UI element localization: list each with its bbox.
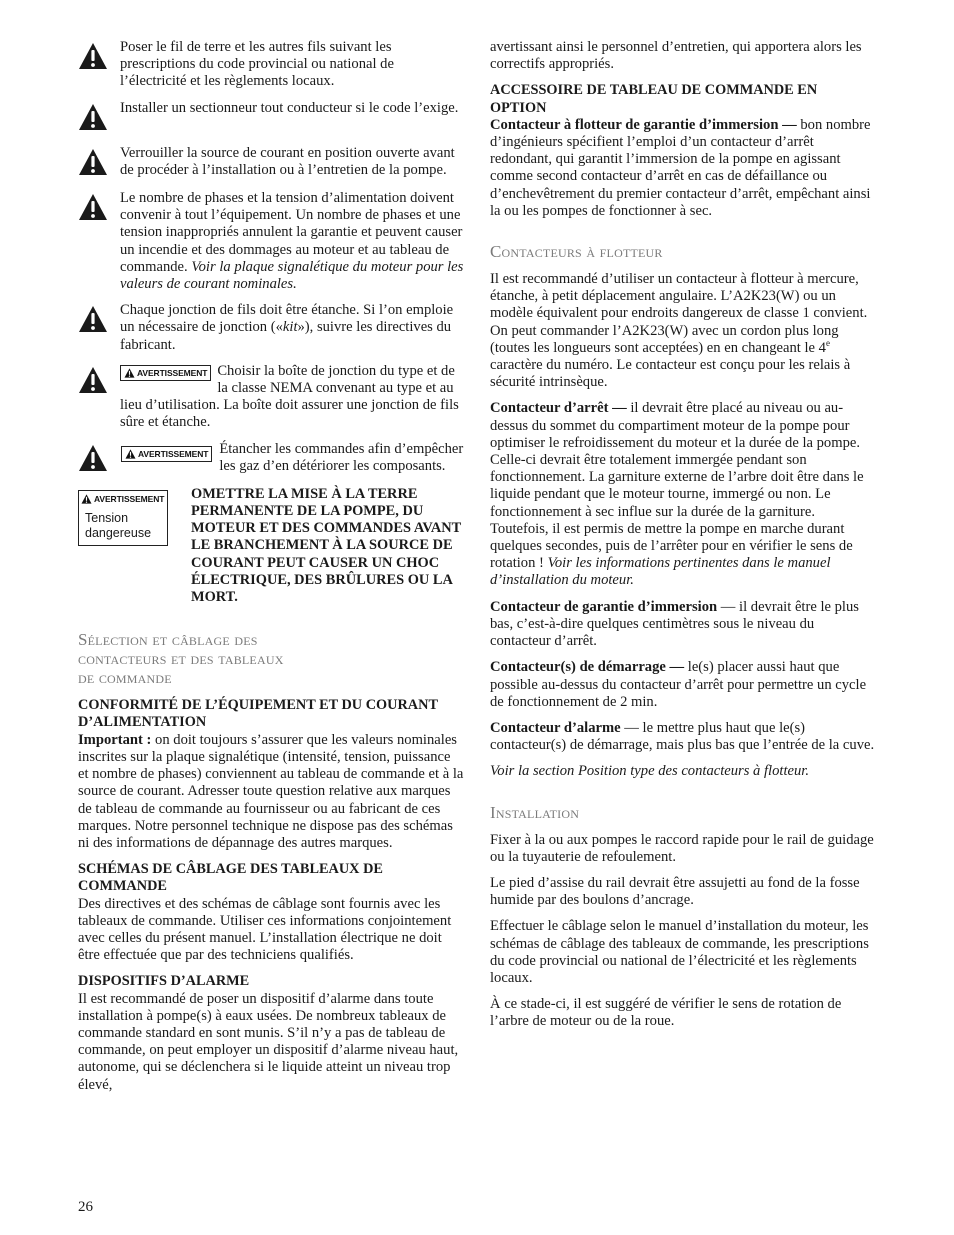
badge-label: AVERTISSEMENT	[138, 448, 209, 459]
paragraph: Contacteur à flotteur de garantie d’immersion — bon nombre d’ingénieurs spécifient l’emploi d’un contacteur d’arrêt redondant, qui garantit l’immersion de la pompe en agissant comme second contacteur d’arrêt en cas de défaillance ou d’enchevêtrement du premier contacteur d’arrêt, empêchant ainsi la ou les pompes de fonctionner à sec.	[490, 116, 871, 219]
warning-item	[78, 441, 464, 477]
paragraph: Effectuer le câblage selon le manuel d’installation du moteur, les schémas de câblage des tableaux de commande, les prescriptions du code provincial ou national de l’électricité et les règlements locaux.	[490, 918, 869, 986]
warning-text: Installer un sectionneur tout conducteur si le code l’exige.	[120, 99, 459, 116]
warning-item	[78, 190, 464, 293]
paragraph: Contacteur d’arrêt — il devrait être placé au niveau ou au-dessus du sommet du compartiment moteur de la pompe pour optimiser le refroidissement du moteur et la durée de la pompe. Celle-ci devrait être totalement immergée pendant son fonctionnement. La garniture externe de l’arbre doit être dans le liquide pendant que le moteur tourne, immergé ou non. Le fonctionnement à sec influe sur la durée de la garniture. Toutefois, il est permis de mettre la pompe en marche durant quelques secondes, puis de l’arrêter pour en vérifier le sens de rotation ! Voir les informations pertinentes dans le manuel d’installation du moteur.	[490, 400, 864, 589]
subheading: DISPOSITIFS D’ALARME	[78, 973, 250, 990]
danger-label-box	[78, 490, 168, 546]
lead-term: Important :	[78, 731, 152, 748]
subheading: ACCESSOIRE DE TABLEAU DE COMMANDE EN OPTION	[490, 82, 818, 116]
paragraph: Il est recommandé d’utiliser un contacteur à flotteur à mercure, étanche, à petit déplacement angulaire. L’A2K23(W) ou un modèle équivalent pour endroits dangereux de classe 1 convient. On peut commander l’A2K23(W) avec un cordon plus long (toutes les longueurs sont acceptées) en en changeant le 4e caractère du numéro. Le contacteur est conçu pour les relais à sécurité intrinsèque.	[490, 271, 868, 391]
warning-body: Chaque jonction de fils doit être étanche. Si l’on emploie un nécessaire de jonction («	[120, 302, 454, 336]
paragraph: Le pied d’assise du rail devrait être assujetti au fond de la fosse humide par des boulons d’ancrage.	[490, 874, 860, 909]
right-column	[490, 39, 876, 1040]
lead-term: Contacteur(s) de démarrage —	[490, 659, 685, 676]
warning-body: »), suivre les directives du fabricant.	[120, 319, 452, 353]
section-heading: Installation	[490, 802, 580, 822]
warning-text: Étancher les commandes afin d’empêcher les gaz d’en détériorer les composants.	[219, 440, 464, 474]
badge-label: AVERTISSEMENT	[137, 367, 208, 378]
warning-triangle-icon	[124, 368, 135, 378]
section-heading-line: contacteurs et des tableaux	[78, 649, 284, 669]
section-heading-line: de commande	[78, 668, 172, 688]
warning-triangle-icon	[125, 449, 136, 459]
warning-text: Choisir la boîte de jonction du type et de la classe NEMA convenant au type et au lieu d’utilisation. La boîte doit assurer une jonction de fils sûre et étanche.	[120, 362, 459, 431]
lead-term: Contacteur de garantie d’immersion	[490, 598, 718, 615]
warning-text	[120, 302, 464, 354]
paragraph: Contacteur(s) de démarrage — le(s) placer aussi haut que possible au-dessus du contacteur d’arrêt pour permettre un cycle de fonctionnement de 2 min.	[490, 659, 867, 710]
warning-item	[78, 100, 464, 136]
subheading: CONFORMITÉ DE L’ÉQUIPEMENT ET DU COURANT D’ALIMENTATION	[78, 697, 438, 731]
section-heading	[78, 630, 464, 687]
warning-triangle-icon	[78, 190, 120, 226]
section-heading-line: Sélection et câblage des	[78, 630, 258, 650]
paragraph: Contacteur d’alarme — le mettre plus haut que le(s) contacteur(s) de démarrage, mais plus bas que l’entrée de la cuve.	[490, 719, 875, 754]
warning-text: Verrouiller la source de courant en position ouverte avant de procéder à l’installation ou à l’entretien de la pompe.	[120, 144, 455, 179]
danger-warning	[78, 486, 464, 606]
warning-italic-note: Voir la plaque signalétique du moteur pour les valeurs de courant nominales.	[120, 258, 464, 293]
avertissement-badge	[81, 493, 164, 505]
subheading: SCHÉMAS DE CÂBLAGE DES TABLEAUX DE COMMANDE	[78, 861, 383, 895]
section-heading: Contacteurs à flotteur	[490, 242, 663, 262]
warning-triangle-icon	[78, 302, 120, 338]
danger-label-line: Tension	[85, 511, 129, 526]
warning-triangle-icon	[81, 494, 92, 504]
warning-item	[78, 302, 464, 354]
lead-term: Contacteur à flotteur de garantie d’immersion —	[490, 116, 797, 133]
warning-triangle-icon	[78, 39, 120, 75]
left-column	[78, 39, 464, 1103]
danger-label-line: dangereuse	[85, 526, 152, 541]
paragraph: Contacteur de garantie d’immersion — il devrait être le plus bas, c’est-à-dire quelques centimètres sous le niveau du contacteur d’arrêt.	[490, 598, 859, 650]
paragraph: Important : on doit toujours s’assurer que les valeurs nominales inscrites sur la plaque signalétique (intensité, tension, puissance et nombre de phases) conviennent au tableau de commande et à la source de courant. Adresser toute question relative aux marques de tableau de commande au fournisseur ou au fabricant de ces marques. Notre personnel technique ne dispose pas des schémas ni des informations de dépannage des autres marques.	[78, 731, 464, 851]
paragraph: Il est recommandé de poser un dispositif d’alarme dans toute installation à pompe(s) à eaux usées. De nombreux tableaux de commande standard en sont munis. S’il n’y a pas de tableau de commande, on peut employer un dispositif d’alarme niveau haut, autonome, qui se déclenchera si le liquide atteint un niveau trop élevé,	[78, 990, 459, 1093]
paragraph: Des directives et des schémas de câblage sont fournis avec les tableaux de commande. Utiliser ces informations conjointement avec celles du présent manuel. L’installation électrique ne doit être effectuée que par des techniciens qualifiés.	[78, 895, 452, 964]
paragraph: avertissant ainsi le personnel d’entretien, qui apportera alors les correctifs appropriés.	[490, 39, 862, 73]
warning-text: Poser le fil de terre et les autres fils suivant les prescriptions du code provincial ou national de l’électricité et les règlements locaux.	[120, 39, 394, 90]
warning-item	[78, 39, 464, 91]
warning-triangle-icon	[78, 363, 120, 399]
badge-label: AVERTISSEMENT	[94, 493, 165, 504]
avertissement-badge	[121, 446, 212, 462]
paragraph: Fixer à la ou aux pompes le raccord rapide pour le rail de guidage ou la tuyauterie de refoulement.	[490, 831, 874, 865]
lead-term: Contacteur d’alarme	[490, 719, 621, 736]
warning-triangle-icon	[78, 441, 120, 477]
warning-body: Le nombre de phases et la tension d’alimentation doivent convenir à tout l’équipement. Un nombre de phases et une tension inappropriés annulent la garantie et peuvent causer un incendie et des dommages au moteur et au tableau de commande.	[120, 190, 463, 275]
warning-item	[78, 363, 464, 432]
lead-term: Contacteur d’arrêt —	[490, 400, 627, 417]
avertissement-badge	[120, 365, 211, 381]
warning-triangle-icon	[78, 145, 120, 181]
kit-term: kit	[282, 319, 298, 336]
danger-text: OMETTRE LA MISE À LA TERRE PERMANENTE DE LA POMPE, DU MOTEUR ET DES COMMANDES AVANT LE BRANCHEMENT À LA SOURCE DE COURANT PEUT CAUSER UN CHOC ÉLECTRIQUE, DES BRÛLURES OU LA MORT.	[191, 485, 462, 606]
warning-text	[120, 190, 464, 293]
warning-triangle-icon	[78, 100, 120, 136]
cross-reference: Voir la section Position type des contacteurs à flotteur.	[490, 763, 809, 780]
warning-item	[78, 145, 464, 181]
page-number: 26	[78, 1199, 93, 1215]
paragraph: À ce stade-ci, il est suggéré de vérifier le sens de rotation de l’arbre de moteur ou de la roue.	[490, 996, 842, 1030]
